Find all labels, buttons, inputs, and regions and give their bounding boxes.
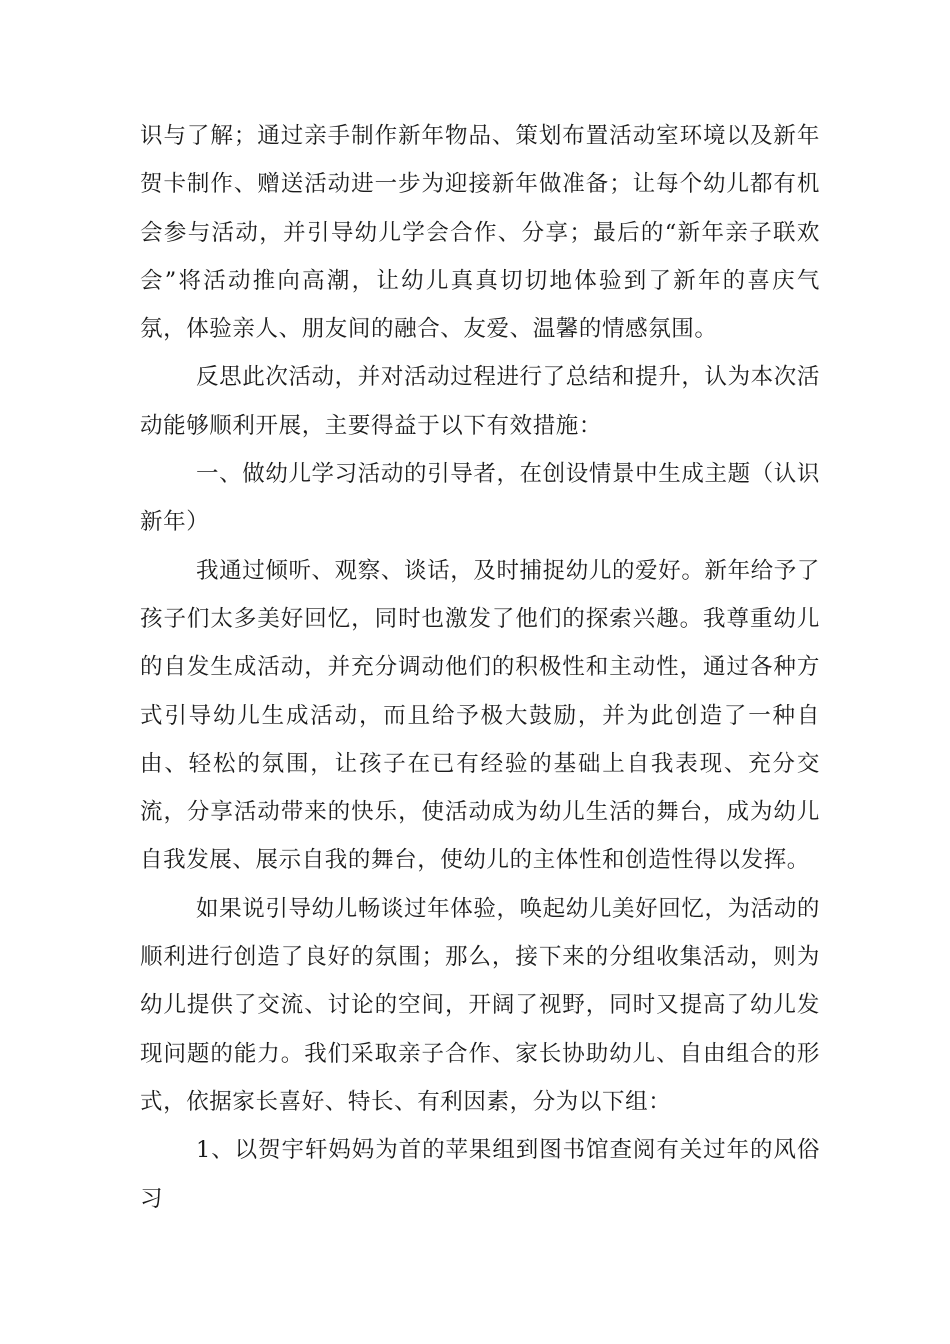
paragraph-group-activity: 如果说引导幼儿畅谈过年体验，唤起幼儿美好回忆，为活动的顺利进行创造了良好的氛围；那么，接下来的分组收集活动，则为幼儿提供了交流、讨论的空间，开阔了视野，同时又提高了幼儿发现问题的能力。我们采取亲子合作、家长协助幼儿、自由组合的形式，依据家长喜好、特长、有利因素，分为以下组： <box>140 895 820 1115</box>
section-heading-guide: 一、做幼儿学习活动的引导者，在创设情景中生成主题（认识新年） <box>140 461 820 536</box>
paragraph-reflection: 反思此次活动，并对活动过程进行了总结和提升，认为本次活动能够顺利开展，主要得益于以下有效措施： <box>140 364 820 439</box>
list-item-apple-group: 1、以贺宇轩妈妈为首的苹果组到图书馆查阅有关过年的风俗习 <box>140 1137 820 1212</box>
paragraph-observation: 我通过倾听、观察、谈话，及时捕捉幼儿的爱好。新年给予了孩子们太多美好回忆，同时也激发了他们的探索兴趣。我尊重幼儿的自发生成活动，并充分调动他们的积极性和主动性，通过各种方式引导幼儿生成活动，而且给予极大鼓励，并为此创造了一种自由、轻松的氛围，让孩子在已有经验的基础上自我表现、充分交流，分享活动带来的快乐，使活动成为幼儿生活的舞台，成为幼儿自我发展、展示自我的舞台，使幼儿的主体性和创造性得以发挥。 <box>140 557 820 874</box>
paragraph-activity-summary: 识与了解；通过亲手制作新年物品、策划布置活动室环境以及新年贺卡制作、赠送活动进一步为迎接新年做准备；让每个幼儿都有机会参与活动，并引导幼儿学会合作、分享；最后的“新年亲子联欢会”将活动推向高潮，让幼儿真真切切地体验到了新年的喜庆气氛，体验亲人、朋友间的融合、友爱、温馨的情感氛围。 <box>140 123 820 343</box>
document-body <box>140 112 820 1223</box>
